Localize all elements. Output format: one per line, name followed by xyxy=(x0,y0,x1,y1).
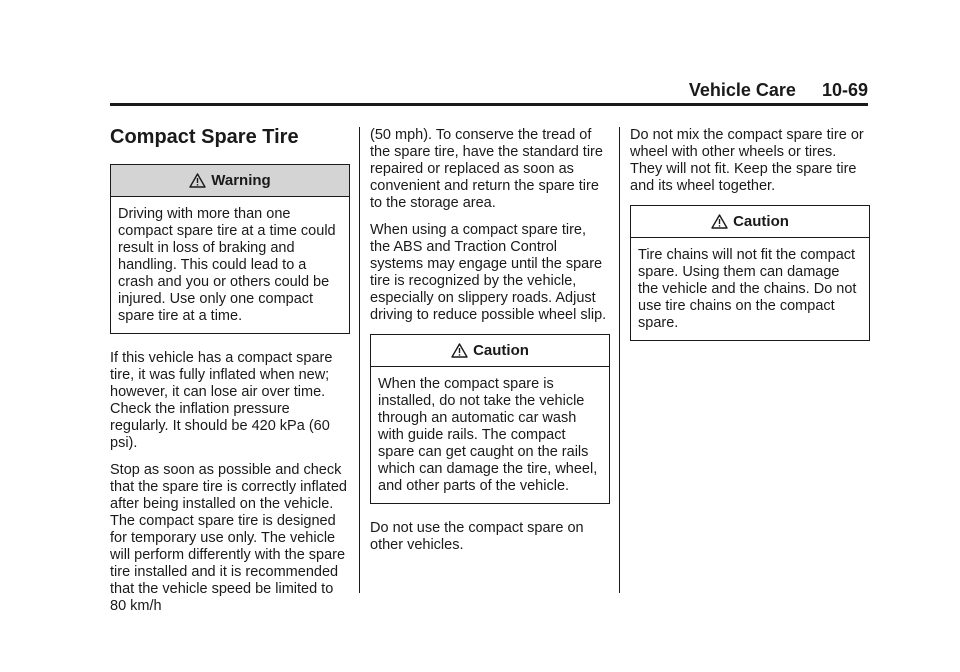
caution-box-body xyxy=(631,238,869,340)
warning-text: Driving with more than one compact spare tire at a time could result in loss of braking and handling. This could lead to a crash and you or others could be injured. Use only one compact spare tire at a time. xyxy=(118,206,336,324)
column-2 xyxy=(370,127,610,564)
column-divider xyxy=(619,127,620,593)
paragraph: When using a compact spare tire, the ABS and Traction Control systems may engage until the spare tire is recognized by the vehicle, especially on slippery roads. Adjust driving to reduce possible wheel slip. xyxy=(370,222,607,323)
page-title: Compact Spare Tire xyxy=(110,126,299,148)
warning-label: Warning xyxy=(211,172,271,189)
page-number: 10-69 xyxy=(821,80,868,100)
paragraph: If this vehicle has a compact spare tire, it was fully inflated when new; however, it can lose air over time. Check the inflation pressure regularly. It should be 420 kPa (60 psi). xyxy=(110,350,333,451)
section-title: Vehicle Care xyxy=(688,80,796,100)
caution-text: Tire chains will not fit the compact spare. Using them can damage the vehicle and the chains. Do not use tire chains on the compact spare. xyxy=(638,247,857,331)
page-header xyxy=(110,80,868,102)
paragraph: Stop as soon as possible and check that the spare tire is correctly inflated after being installed on the vehicle. The compact spare tire is designed for temporary use only. The vehicle will perform differently with the spare tire installed and it is recommended that the vehicle speed be limited to 80 km/h xyxy=(110,462,347,614)
column-3 xyxy=(630,127,870,357)
paragraph: (50 mph). To conserve the tread of the spare tire, have the standard tire repaired or replaced as soon as convenient and return the spare tire to the storage area. xyxy=(370,127,603,211)
caution-box-header xyxy=(631,206,869,238)
warning-box xyxy=(110,164,350,334)
caution-box-header xyxy=(371,335,609,367)
caution-label: Caution xyxy=(473,342,529,359)
paragraph: Do not mix the compact spare tire or wheel with other wheels or tires. They will not fit. Keep the spare tire and its wheel together. xyxy=(630,127,864,194)
caution-box xyxy=(370,334,610,504)
caution-box xyxy=(630,205,870,341)
column-divider xyxy=(359,127,360,593)
header-rule xyxy=(110,103,868,106)
warning-box-body xyxy=(111,197,349,333)
paragraph: Do not use the compact spare on other vehicles. xyxy=(370,520,584,553)
warning-triangle-icon xyxy=(189,173,206,188)
warning-triangle-icon xyxy=(711,214,728,229)
warning-box-header xyxy=(111,165,349,197)
caution-box-body xyxy=(371,367,609,503)
caution-label: Caution xyxy=(733,213,789,230)
warning-triangle-icon xyxy=(451,343,468,358)
caution-text: When the compact spare is installed, do not take the vehicle through an automatic car wash with guide rails. The compact spare can get caught on the rails which can damage the tire, wheel, and other parts of the vehicle. xyxy=(378,376,598,494)
column-1 xyxy=(110,124,350,625)
